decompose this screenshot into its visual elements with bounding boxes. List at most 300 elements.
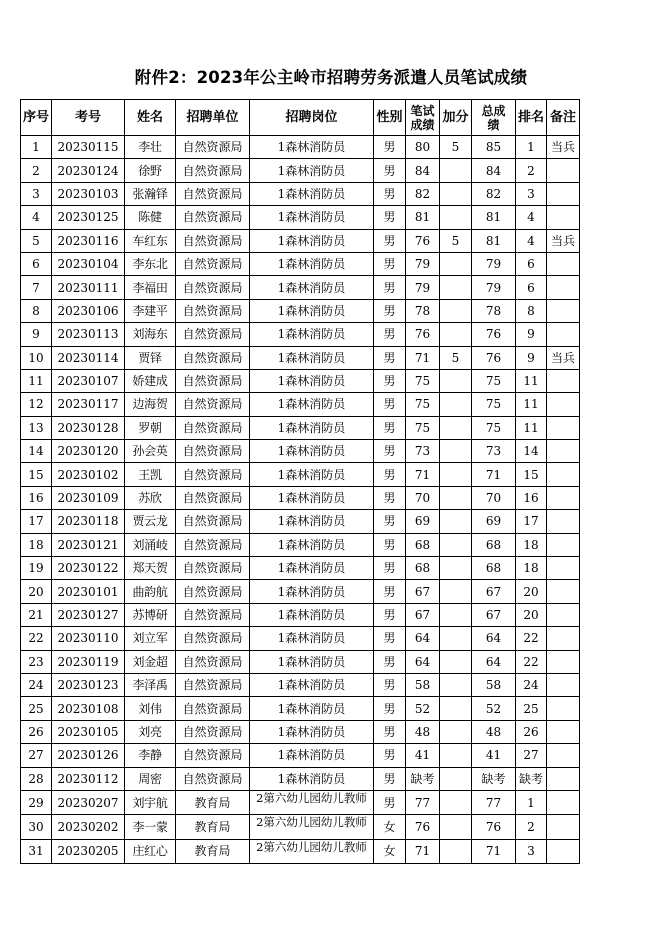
table-row [21,159,580,182]
cell-rank: 15 [516,463,547,486]
cell-bonus [440,557,472,580]
cell-seq: 25 [21,697,52,720]
cell-bonus [440,790,472,814]
cell-unit: 教育局 [176,815,250,839]
cell-seq: 11 [21,369,52,392]
cell-unit: 自然资源局 [176,533,250,556]
cell-written-score: 76 [406,323,440,346]
cell-name: 陈健 [125,206,176,229]
cell-seq: 22 [21,627,52,650]
cell-exam-no: 20230106 [52,299,125,322]
header-written-score: 笔试 成绩 [406,100,440,136]
cell-written-score: 80 [406,136,440,159]
cell-name: 李一蒙 [125,815,176,839]
cell-exam-no: 20230126 [52,744,125,767]
cell-note [547,510,580,533]
cell-rank: 20 [516,580,547,603]
table-row [21,533,580,556]
cell-exam-no: 20230127 [52,603,125,626]
cell-seq: 1 [21,136,52,159]
cell-total-score: 71 [472,839,516,863]
cell-name: 贾云龙 [125,510,176,533]
cell-name: 张瀚铎 [125,182,176,205]
cell-written-score: 75 [406,393,440,416]
cell-total-score: 75 [472,369,516,392]
cell-exam-no: 20230111 [52,276,125,299]
cell-name: 徐野 [125,159,176,182]
cell-rank: 3 [516,182,547,205]
cell-exam-no: 20230103 [52,182,125,205]
cell-unit: 自然资源局 [176,580,250,603]
cell-written-score: 68 [406,533,440,556]
cell-post: 2第六幼儿园幼儿教师 [250,790,374,814]
cell-seq: 7 [21,276,52,299]
cell-unit: 自然资源局 [176,276,250,299]
cell-rank: 25 [516,697,547,720]
cell-unit: 自然资源局 [176,159,250,182]
cell-bonus: 5 [440,346,472,369]
cell-post: 1森林消防员 [250,252,374,275]
cell-rank: 22 [516,627,547,650]
cell-unit: 自然资源局 [176,767,250,790]
cell-unit: 自然资源局 [176,440,250,463]
cell-written-score: 79 [406,276,440,299]
cell-unit: 自然资源局 [176,650,250,673]
cell-unit: 自然资源局 [176,346,250,369]
cell-seq: 18 [21,533,52,556]
cell-unit: 自然资源局 [176,252,250,275]
cell-note [547,767,580,790]
cell-post: 1森林消防员 [250,159,374,182]
cell-total-score: 69 [472,510,516,533]
cell-seq: 4 [21,206,52,229]
cell-post: 1森林消防员 [250,673,374,696]
cell-seq: 19 [21,557,52,580]
cell-gender: 男 [374,580,406,603]
cell-post: 1森林消防员 [250,557,374,580]
cell-note: 当兵 [547,229,580,252]
cell-rank: 17 [516,510,547,533]
cell-rank: 11 [516,393,547,416]
cell-post: 1森林消防员 [250,440,374,463]
cell-written-score: 48 [406,720,440,743]
cell-exam-no: 20230101 [52,580,125,603]
cell-seq: 13 [21,416,52,439]
cell-name: 郑天贺 [125,557,176,580]
cell-written-score: 75 [406,369,440,392]
cell-rank: 缺考 [516,767,547,790]
table-row [21,299,580,322]
cell-bonus [440,767,472,790]
cell-rank: 6 [516,276,547,299]
cell-total-score: 78 [472,299,516,322]
cell-written-score: 缺考 [406,767,440,790]
cell-note [547,533,580,556]
cell-exam-no: 20230121 [52,533,125,556]
table-row [21,697,580,720]
cell-total-score: 64 [472,627,516,650]
cell-bonus [440,697,472,720]
cell-written-score: 76 [406,229,440,252]
cell-post: 1森林消防员 [250,393,374,416]
cell-gender: 男 [374,440,406,463]
cell-name: 李建平 [125,299,176,322]
cell-post: 1森林消防员 [250,369,374,392]
cell-post: 1森林消防员 [250,323,374,346]
cell-gender: 男 [374,416,406,439]
header-bonus: 加分 [440,100,472,136]
cell-name: 刘立军 [125,627,176,650]
cell-note [547,206,580,229]
cell-written-score: 81 [406,206,440,229]
cell-total-score: 67 [472,603,516,626]
header-row [21,100,580,136]
cell-note [547,697,580,720]
cell-exam-no: 20230112 [52,767,125,790]
cell-written-score: 71 [406,839,440,863]
cell-post: 1森林消防员 [250,767,374,790]
table-row [21,790,580,814]
cell-seq: 26 [21,720,52,743]
cell-total-score: 76 [472,815,516,839]
cell-rank: 11 [516,369,547,392]
cell-total-score: 82 [472,182,516,205]
cell-post: 1森林消防员 [250,136,374,159]
cell-rank: 1 [516,790,547,814]
cell-post: 1森林消防员 [250,697,374,720]
cell-name: 苏博研 [125,603,176,626]
cell-gender: 男 [374,720,406,743]
cell-bonus [440,182,472,205]
cell-unit: 自然资源局 [176,744,250,767]
cell-name: 周密 [125,767,176,790]
cell-rank: 8 [516,299,547,322]
cell-exam-no: 20230118 [52,510,125,533]
cell-total-score: 79 [472,276,516,299]
cell-written-score: 69 [406,510,440,533]
cell-note [547,440,580,463]
cell-written-score: 52 [406,697,440,720]
cell-exam-no: 20230108 [52,697,125,720]
cell-seq: 12 [21,393,52,416]
cell-post: 2第六幼儿园幼儿教师 [250,815,374,839]
cell-exam-no: 20230115 [52,136,125,159]
cell-name: 李泽禹 [125,673,176,696]
table-row [21,673,580,696]
cell-total-score: 58 [472,673,516,696]
cell-gender: 男 [374,393,406,416]
cell-rank: 20 [516,603,547,626]
cell-bonus [440,603,472,626]
cell-gender: 男 [374,229,406,252]
cell-bonus [440,627,472,650]
table-row [21,276,580,299]
cell-name: 李东北 [125,252,176,275]
table-row [21,206,580,229]
cell-gender: 男 [374,767,406,790]
cell-note [547,627,580,650]
cell-unit: 自然资源局 [176,393,250,416]
cell-exam-no: 20230202 [52,815,125,839]
cell-gender: 男 [374,650,406,673]
cell-unit: 自然资源局 [176,720,250,743]
cell-name: 王凯 [125,463,176,486]
cell-unit: 自然资源局 [176,697,250,720]
cell-seq: 5 [21,229,52,252]
header-seq: 序号 [21,100,52,136]
cell-name: 贾铎 [125,346,176,369]
cell-note [547,182,580,205]
cell-seq: 30 [21,815,52,839]
table-row [21,815,580,839]
page-title: 附件2：2023年公主岭市招聘劳务派遣人员笔试成绩 [134,68,528,87]
cell-bonus [440,206,472,229]
cell-note [547,673,580,696]
cell-note [547,557,580,580]
cell-gender: 男 [374,276,406,299]
cell-rank: 2 [516,815,547,839]
cell-note: 当兵 [547,346,580,369]
cell-written-score: 67 [406,580,440,603]
cell-note [547,839,580,863]
table-row [21,229,580,252]
cell-note [547,744,580,767]
header-note: 备注 [547,100,580,136]
cell-name: 罗朝 [125,416,176,439]
cell-gender: 男 [374,744,406,767]
cell-seq: 14 [21,440,52,463]
cell-seq: 15 [21,463,52,486]
cell-note [547,323,580,346]
cell-seq: 17 [21,510,52,533]
cell-gender: 女 [374,815,406,839]
cell-rank: 6 [516,252,547,275]
cell-rank: 2 [516,159,547,182]
table-row [21,580,580,603]
cell-name: 庄红心 [125,839,176,863]
cell-written-score: 77 [406,790,440,814]
cell-note [547,650,580,673]
table-row [21,463,580,486]
cell-exam-no: 20230124 [52,159,125,182]
cell-seq: 28 [21,767,52,790]
cell-unit: 自然资源局 [176,627,250,650]
cell-seq: 27 [21,744,52,767]
cell-seq: 3 [21,182,52,205]
cell-note [547,299,580,322]
score-table [20,99,580,864]
cell-total-score: 84 [472,159,516,182]
cell-post: 1森林消防员 [250,346,374,369]
cell-total-score: 71 [472,463,516,486]
cell-name: 刘海东 [125,323,176,346]
cell-total-score: 81 [472,206,516,229]
cell-name: 车红东 [125,229,176,252]
cell-unit: 自然资源局 [176,229,250,252]
cell-unit: 自然资源局 [176,486,250,509]
cell-written-score: 68 [406,557,440,580]
cell-bonus [440,416,472,439]
table-row [21,136,580,159]
table-row [21,650,580,673]
cell-written-score: 76 [406,815,440,839]
cell-rank: 4 [516,229,547,252]
cell-post: 1森林消防员 [250,603,374,626]
cell-rank: 3 [516,839,547,863]
cell-gender: 男 [374,627,406,650]
header-total-score: 总成 绩 [472,100,516,136]
cell-post: 1森林消防员 [250,744,374,767]
cell-name: 刘亮 [125,720,176,743]
cell-exam-no: 20230114 [52,346,125,369]
cell-post: 1森林消防员 [250,276,374,299]
cell-total-score: 41 [472,744,516,767]
table-row [21,393,580,416]
cell-bonus [440,720,472,743]
cell-bonus [440,744,472,767]
cell-exam-no: 20230128 [52,416,125,439]
cell-total-score: 52 [472,697,516,720]
cell-unit: 自然资源局 [176,463,250,486]
cell-unit: 自然资源局 [176,299,250,322]
cell-note [547,486,580,509]
cell-bonus [440,159,472,182]
cell-unit: 自然资源局 [176,323,250,346]
cell-post: 1森林消防员 [250,416,374,439]
cell-name: 刘宇航 [125,790,176,814]
header-rank: 排名 [516,100,547,136]
cell-bonus [440,393,472,416]
cell-total-score: 76 [472,323,516,346]
cell-written-score: 71 [406,463,440,486]
cell-post: 1森林消防员 [250,206,374,229]
cell-post: 2第六幼儿园幼儿教师 [250,839,374,863]
table-row [21,346,580,369]
cell-name: 孙会英 [125,440,176,463]
header-unit: 招聘单位 [176,100,250,136]
cell-seq: 6 [21,252,52,275]
cell-total-score: 81 [472,229,516,252]
cell-exam-no: 20230205 [52,839,125,863]
cell-seq: 2 [21,159,52,182]
cell-note [547,393,580,416]
cell-bonus [440,276,472,299]
cell-unit: 自然资源局 [176,510,250,533]
cell-post: 1森林消防员 [250,486,374,509]
cell-total-score: 67 [472,580,516,603]
cell-total-score: 68 [472,533,516,556]
cell-rank: 26 [516,720,547,743]
cell-name: 曲韵航 [125,580,176,603]
cell-bonus [440,463,472,486]
cell-gender: 男 [374,557,406,580]
cell-rank: 9 [516,346,547,369]
cell-gender: 女 [374,839,406,863]
table-row [21,557,580,580]
cell-note [547,603,580,626]
table-row [21,603,580,626]
cell-exam-no: 20230113 [52,323,125,346]
cell-total-score: 75 [472,416,516,439]
cell-bonus [440,299,472,322]
header-exam-no: 考号 [52,100,125,136]
cell-total-score: 85 [472,136,516,159]
cell-name: 娇建成 [125,369,176,392]
cell-gender: 男 [374,369,406,392]
cell-seq: 20 [21,580,52,603]
cell-bonus [440,673,472,696]
cell-name: 刘伟 [125,697,176,720]
cell-note [547,463,580,486]
table-row [21,416,580,439]
cell-unit: 自然资源局 [176,557,250,580]
table-row [21,720,580,743]
cell-note: 当兵 [547,136,580,159]
cell-unit: 自然资源局 [176,416,250,439]
cell-seq: 29 [21,790,52,814]
cell-total-score: 79 [472,252,516,275]
cell-rank: 18 [516,557,547,580]
cell-post: 1森林消防员 [250,182,374,205]
cell-gender: 男 [374,510,406,533]
cell-total-score: 68 [472,557,516,580]
cell-rank: 22 [516,650,547,673]
cell-seq: 24 [21,673,52,696]
table-row [21,323,580,346]
cell-bonus [440,440,472,463]
cell-gender: 男 [374,206,406,229]
table-row [21,839,580,863]
cell-bonus [440,510,472,533]
header-post: 招聘岗位 [250,100,374,136]
cell-post: 1森林消防员 [250,299,374,322]
cell-name: 李福田 [125,276,176,299]
cell-total-score: 70 [472,486,516,509]
cell-exam-no: 20230102 [52,463,125,486]
cell-written-score: 78 [406,299,440,322]
cell-gender: 男 [374,603,406,626]
table-row [21,486,580,509]
cell-note [547,815,580,839]
cell-post: 1森林消防员 [250,650,374,673]
table-row [21,182,580,205]
cell-total-score: 48 [472,720,516,743]
cell-written-score: 75 [406,416,440,439]
cell-gender: 男 [374,486,406,509]
cell-seq: 21 [21,603,52,626]
cell-rank: 9 [516,323,547,346]
table-row [21,369,580,392]
cell-name: 刘涌岐 [125,533,176,556]
cell-seq: 23 [21,650,52,673]
cell-unit: 自然资源局 [176,182,250,205]
cell-total-score: 64 [472,650,516,673]
cell-total-score: 76 [472,346,516,369]
cell-total-score: 75 [472,393,516,416]
cell-note [547,276,580,299]
cell-gender: 男 [374,323,406,346]
cell-written-score: 64 [406,650,440,673]
cell-gender: 男 [374,697,406,720]
table-row [21,510,580,533]
cell-rank: 24 [516,673,547,696]
cell-rank: 1 [516,136,547,159]
cell-rank: 11 [516,416,547,439]
cell-exam-no: 20230123 [52,673,125,696]
cell-gender: 男 [374,673,406,696]
cell-written-score: 67 [406,603,440,626]
cell-note [547,252,580,275]
